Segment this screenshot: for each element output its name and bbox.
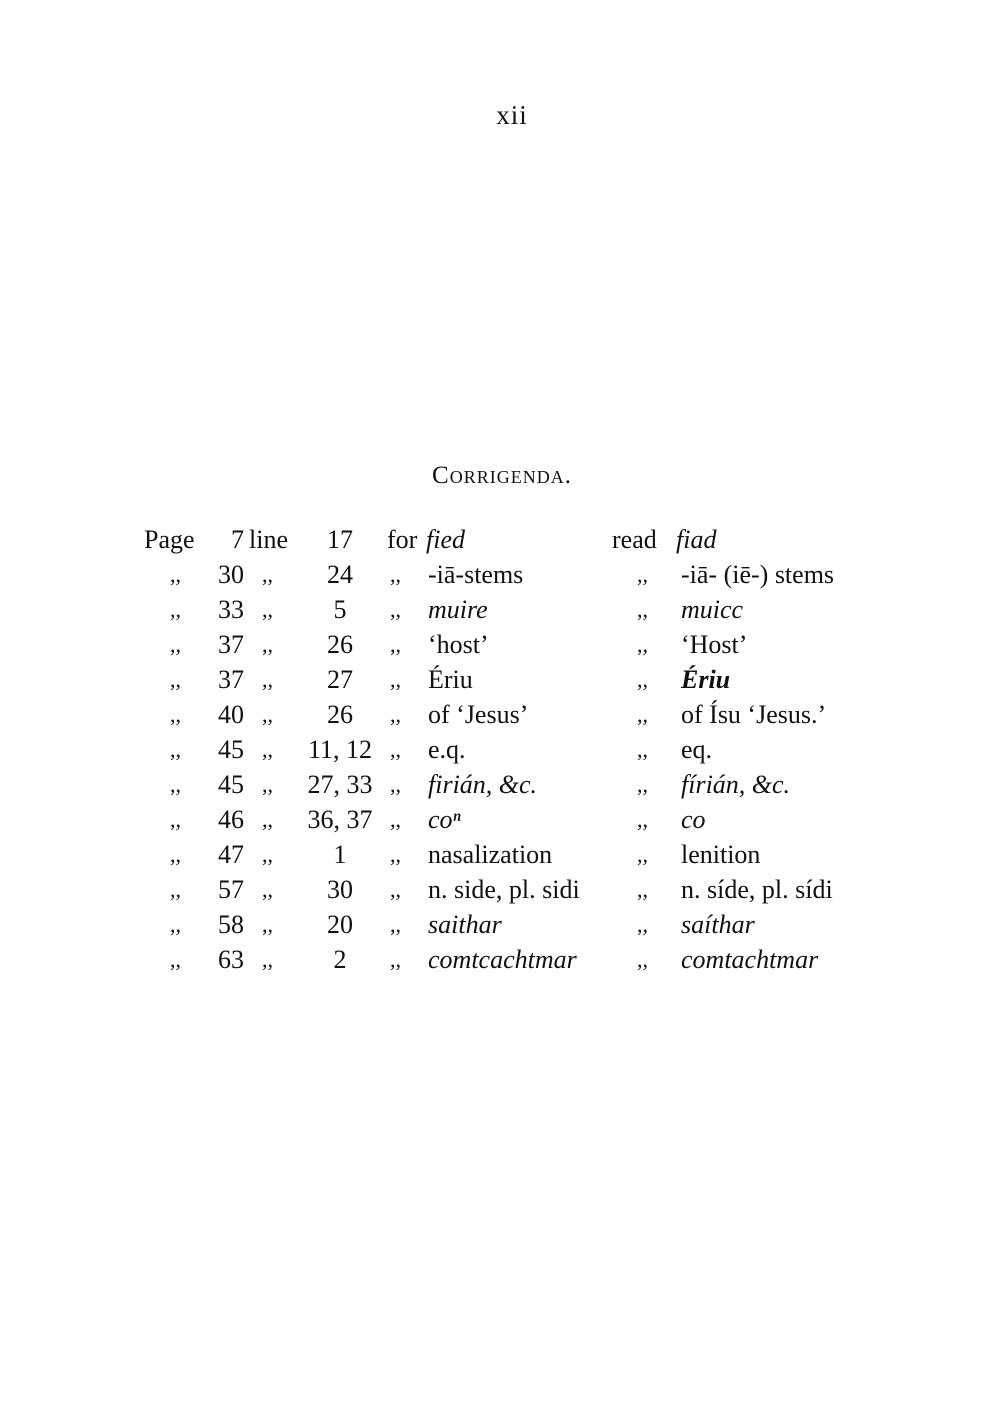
correct-reading: ‘Host’ [681, 630, 748, 659]
wrong-reading: e.q. [428, 735, 466, 764]
ditto-mark: ,, [262, 807, 273, 832]
ditto-mark: ,, [637, 842, 648, 867]
ditto-mark: ,, [637, 772, 648, 797]
ditto-mark: ,, [390, 702, 401, 727]
errata-row [0, 837, 1000, 872]
ditto-mark: ,, [637, 912, 648, 937]
page-value: 33 [218, 595, 244, 624]
ditto-mark: ,, [637, 947, 648, 972]
correct-reading: of Ísu ‘Jesus.’ [681, 700, 827, 729]
errata-row [0, 907, 1000, 942]
ditto-mark: ,, [170, 807, 181, 832]
for-header: for [387, 525, 418, 554]
line-value: 36, 37 [307, 805, 373, 834]
ditto-mark: ,, [170, 597, 181, 622]
line-value: 26 [327, 630, 353, 659]
ditto-mark: ,, [390, 772, 401, 797]
ditto-mark: ,, [170, 737, 181, 762]
line-value: 1 [333, 840, 347, 869]
page-value: 58 [218, 910, 244, 939]
line-value: 27, 33 [307, 770, 373, 799]
ditto-mark: ,, [262, 667, 273, 692]
ditto-mark: ,, [170, 562, 181, 587]
ditto-mark: ,, [262, 737, 273, 762]
ditto-mark: ,, [637, 667, 648, 692]
ditto-mark: ,, [637, 737, 648, 762]
line-value: 11, 12 [307, 735, 373, 764]
ditto-mark: ,, [637, 877, 648, 902]
wrong-reading: n. side, pl. sidi [428, 875, 580, 904]
wrong-reading: Ériu [428, 665, 473, 694]
ditto-mark: ,, [637, 632, 648, 657]
page-value: 7 [231, 525, 244, 554]
line-value: 2 [333, 945, 347, 974]
wrong-reading: muire [428, 595, 488, 624]
line-value: 5 [333, 595, 347, 624]
wrong-reading: coⁿ [428, 805, 461, 834]
ditto-mark: ,, [170, 877, 181, 902]
wrong-reading: saithar [428, 910, 502, 939]
ditto-mark: ,, [637, 597, 648, 622]
line-header: line [249, 525, 288, 554]
wrong-reading: fied [426, 525, 465, 554]
line-value: 24 [327, 560, 353, 589]
ditto-mark: ,, [170, 947, 181, 972]
ditto-mark: ,, [262, 632, 273, 657]
ditto-mark: ,, [390, 947, 401, 972]
correct-reading: comtachtmar [681, 945, 819, 974]
ditto-mark: ,, [262, 597, 273, 622]
page-value: 47 [218, 840, 244, 869]
wrong-reading: of ‘Jesus’ [428, 700, 529, 729]
correct-reading: eq. [681, 735, 713, 764]
ditto-mark: ,, [262, 562, 273, 587]
errata-row [0, 557, 1000, 592]
ditto-mark: ,, [390, 807, 401, 832]
wrong-reading: -iā-stems [428, 560, 524, 589]
section-title: Corrigenda. [432, 462, 572, 489]
page-value: 37 [218, 630, 244, 659]
errata-row [0, 872, 1000, 907]
ditto-mark: ,, [390, 912, 401, 937]
wrong-reading: nasalization [428, 840, 553, 869]
page-number: xii [496, 100, 528, 130]
line-value: 30 [327, 875, 353, 904]
ditto-mark: ,, [637, 807, 648, 832]
errata-row [0, 802, 1000, 837]
page-value: 45 [218, 735, 244, 764]
ditto-mark: ,, [637, 562, 648, 587]
page-value: 63 [218, 945, 244, 974]
ditto-mark: ,, [390, 562, 401, 587]
page-header: Page [144, 525, 195, 554]
ditto-mark: ,, [637, 702, 648, 727]
ditto-mark: ,, [262, 772, 273, 797]
correct-reading: lenition [681, 840, 761, 869]
ditto-mark: ,, [170, 842, 181, 867]
wrong-reading: comtcachtmar [428, 945, 577, 974]
errata-row [0, 697, 1000, 732]
correct-reading: muicc [681, 595, 744, 624]
correct-reading: Ériu [681, 665, 731, 694]
line-value: 26 [327, 700, 353, 729]
page-value: 40 [218, 700, 244, 729]
correct-reading: -iā- (iē-) stems [681, 560, 835, 589]
errata-row [0, 592, 1000, 627]
line-value: 27 [327, 665, 353, 694]
correct-reading: saíthar [681, 910, 755, 939]
page-value: 45 [218, 770, 244, 799]
page-value: 57 [218, 875, 244, 904]
ditto-mark: ,, [390, 667, 401, 692]
ditto-mark: ,, [262, 947, 273, 972]
ditto-mark: ,, [390, 597, 401, 622]
correct-reading: co [681, 805, 706, 834]
ditto-mark: ,, [170, 912, 181, 937]
ditto-mark: ,, [262, 702, 273, 727]
correct-reading: fírián, &c. [681, 770, 791, 799]
errata-row [0, 942, 1000, 977]
correct-reading: fiad [676, 525, 717, 554]
errata-row [0, 627, 1000, 662]
ditto-mark: ,, [390, 737, 401, 762]
read-header: read [612, 525, 657, 554]
errata-row [0, 732, 1000, 767]
ditto-mark: ,, [170, 702, 181, 727]
ditto-mark: ,, [390, 877, 401, 902]
ditto-mark: ,, [262, 912, 273, 937]
page-value: 30 [218, 560, 244, 589]
ditto-mark: ,, [262, 877, 273, 902]
ditto-mark: ,, [170, 632, 181, 657]
ditto-mark: ,, [170, 667, 181, 692]
ditto-mark: ,, [390, 842, 401, 867]
page-value: 37 [218, 665, 244, 694]
errata-row [0, 662, 1000, 697]
ditto-mark: ,, [170, 772, 181, 797]
ditto-mark: ,, [262, 842, 273, 867]
wrong-reading: ‘host’ [428, 630, 489, 659]
errata-row [0, 767, 1000, 802]
line-value: 17 [327, 525, 353, 554]
correct-reading: n. síde, pl. sídi [681, 875, 833, 904]
wrong-reading: firián, &c. [428, 770, 538, 799]
ditto-mark: ,, [390, 632, 401, 657]
errata-row [0, 522, 1000, 557]
page-value: 46 [218, 805, 244, 834]
line-value: 20 [327, 910, 353, 939]
